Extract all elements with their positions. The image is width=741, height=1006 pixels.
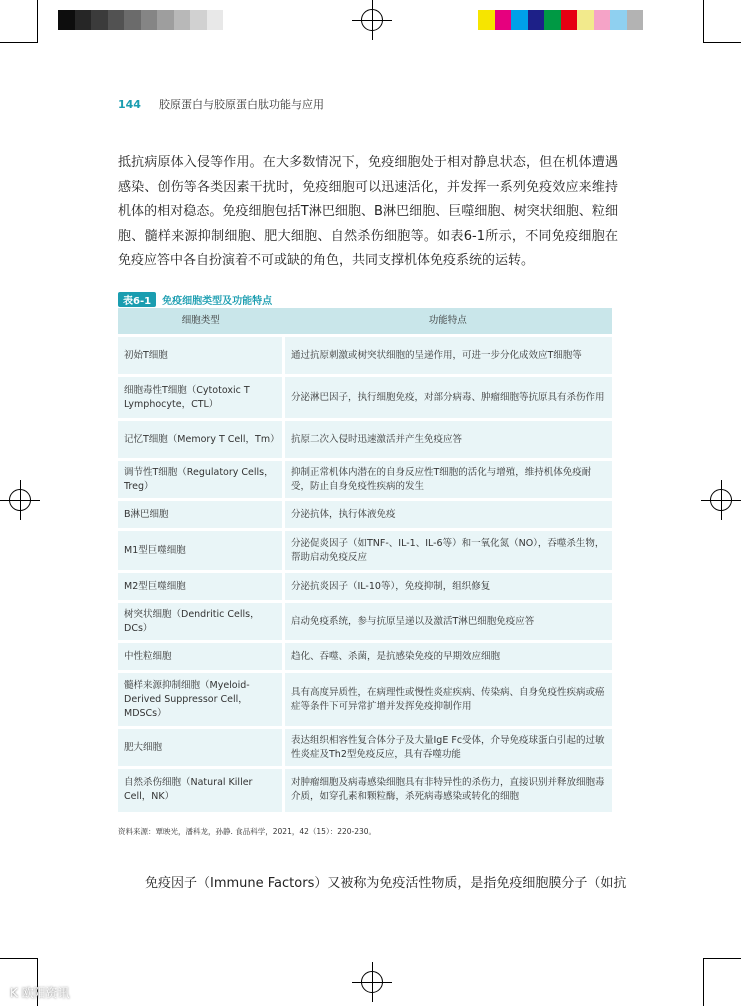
table-row (118, 642, 612, 672)
cell-function: 分泌促炎因子（如TNF-、IL-1、IL-6等）和一氧化氮（NO），吞噬杀生物，帮助启动免疫反应 (284, 530, 613, 572)
color-swatch (108, 10, 125, 30)
color-swatch (511, 10, 528, 30)
cell-type: 记忆T细胞（Memory T Cell，Tm） (118, 420, 284, 460)
cell-type: M1型巨噬细胞 (118, 530, 284, 572)
table-row (118, 672, 612, 728)
color-calibration-strip (478, 10, 643, 30)
table-row (118, 728, 612, 768)
color-swatch (124, 10, 141, 30)
cell-function: 具有高度异质性，在病理性或慢性炎症疾病、传染病、自身免疫性疾病或癌症等条件下可异常扩增并发挥免疫抑制作用 (284, 672, 613, 728)
cell-function: 通过抗原刺激或树突状细胞的呈递作用，可进一步分化成效应T细胞等 (284, 336, 613, 376)
cell-type: 肥大细胞 (118, 728, 284, 768)
color-swatch (594, 10, 611, 30)
cell-function: 分泌淋巴因子，执行细胞免疫，对部分病毒、肿瘤细胞等抗原具有杀伤作用 (284, 376, 613, 420)
color-swatch (478, 10, 495, 30)
table-row (118, 572, 612, 602)
table-row (118, 336, 612, 376)
watermark: K 欧阳资讯 (10, 986, 70, 1000)
table-row (118, 768, 612, 812)
table-title: 免疫细胞类型及功能特点 (162, 296, 273, 307)
color-swatch (141, 10, 158, 30)
color-swatch (495, 10, 512, 30)
cell-type: 树突状细胞（Dendritic Cells，DCs） (118, 602, 284, 642)
color-swatch (157, 10, 174, 30)
table-row (118, 500, 612, 530)
table-header-function: 功能特点 (284, 308, 613, 336)
immune-cell-table (118, 308, 612, 812)
cell-type: 调节性T细胞（Regulatory Cells，Treg） (118, 460, 284, 500)
cell-type: 细胞毒性T细胞（Cytotoxic T Lymphocyte，CTL） (118, 376, 284, 420)
cell-function: 趋化、吞噬、杀菌，是抗感染免疫的早期效应细胞 (284, 642, 613, 672)
table-header-cell-type: 细胞类型 (118, 308, 284, 336)
table-row (118, 602, 612, 642)
color-swatch (75, 10, 92, 30)
body-paragraph: 抵抗病原体入侵等作用。在大多数情况下，免疫细胞处于相对静息状态，但在机体遭遇感染、创伤等各类因素干扰时，免疫细胞可以迅速活化，并发挥一系列免疫效应来维持机体的相对稳态。免疫细胞包括T淋巴细胞、B淋巴细胞、巨噬细胞、树突状细胞、粒细胞、髓样来源抑制细胞、肥大细胞、自然杀伤细胞等。如表6-1所示，不同免疫细胞在免疫应答中各自扮演着不可或缺的角色，共同支撑机体免疫系统的运转。 (118, 155, 618, 268)
cell-function: 对肿瘤细胞及病毒感染细胞具有非特异性的杀伤力，直接识别并释放细胞毒介质，如穿孔素和颗粒酶，杀死病毒感染或转化的细胞 (284, 768, 613, 812)
table-label: 表6-1 (118, 292, 156, 307)
registration-mark-left (0, 480, 40, 520)
crop-mark-tl-v (37, 0, 38, 42)
cell-function: 启动免疫系统，参与抗原呈递以及激活T淋巴细胞免疫应答 (284, 602, 613, 642)
bottom-paragraph: 免疫因子（Immune Factors）又被称为免疫活性物质，是指免疫细胞膜分子（如抗 (145, 876, 627, 891)
color-swatch (528, 10, 545, 30)
crop-mark-tl-h (0, 42, 38, 43)
gray-calibration-strip (58, 10, 240, 30)
color-swatch (223, 10, 240, 30)
cell-type: 髓样来源抑制细胞（Myeloid-Derived Suppressor Cell，MDSCs） (118, 672, 284, 728)
cell-type: 初始T细胞 (118, 336, 284, 376)
registration-mark-bottom (352, 962, 392, 1002)
color-swatch (561, 10, 578, 30)
registration-mark-top (352, 0, 392, 40)
cell-type: 中性粒细胞 (118, 642, 284, 672)
cell-function: 分泌抗炎因子（IL-10等），免疫抑制，组织修复 (284, 572, 613, 602)
table-source-note: 资料来源：覃映光，潘科龙，孙静. 食品科学，2021，42（15）：220-230。 (118, 827, 377, 836)
book-title: 胶原蛋白与胶原蛋白肽功能与应用 (158, 98, 324, 111)
crop-mark-tr-h (703, 42, 741, 43)
color-swatch (91, 10, 108, 30)
table-caption (118, 292, 272, 307)
table-row (118, 376, 612, 420)
color-swatch (190, 10, 207, 30)
cell-function: 表达组织相容性复合体分子及大量IgE Fc受体，介导免疫球蛋白引起的过敏性炎症及Th2型免疫反应，具有吞噬功能 (284, 728, 613, 768)
cell-function: 抑制正常机体内潜在的自身反应性T细胞的活化与增殖，维持机体免疫耐受，防止自身免疫性疾病的发生 (284, 460, 613, 500)
crop-mark-br-h (703, 958, 741, 959)
crop-mark-tr-v (703, 0, 704, 42)
cell-function: 分泌抗体，执行体液免疫 (284, 500, 613, 530)
color-swatch (610, 10, 627, 30)
cell-function: 抗原二次入侵时迅速激活并产生免疫应答 (284, 420, 613, 460)
color-swatch (58, 10, 75, 30)
table-row (118, 460, 612, 500)
crop-mark-bl-h (0, 958, 38, 959)
cell-type: M2型巨噬细胞 (118, 572, 284, 602)
color-swatch (627, 10, 644, 30)
crop-mark-br-v (703, 958, 704, 1006)
table-row (118, 530, 612, 572)
table-row (118, 420, 612, 460)
registration-mark-right (701, 480, 741, 520)
cell-type: B淋巴细胞 (118, 500, 284, 530)
color-swatch (174, 10, 191, 30)
page-number: 144 (118, 98, 141, 111)
color-swatch (577, 10, 594, 30)
color-swatch (207, 10, 224, 30)
color-swatch (544, 10, 561, 30)
running-head (118, 96, 324, 112)
cell-type: 自然杀伤细胞（Natural Killer Cell，NK） (118, 768, 284, 812)
